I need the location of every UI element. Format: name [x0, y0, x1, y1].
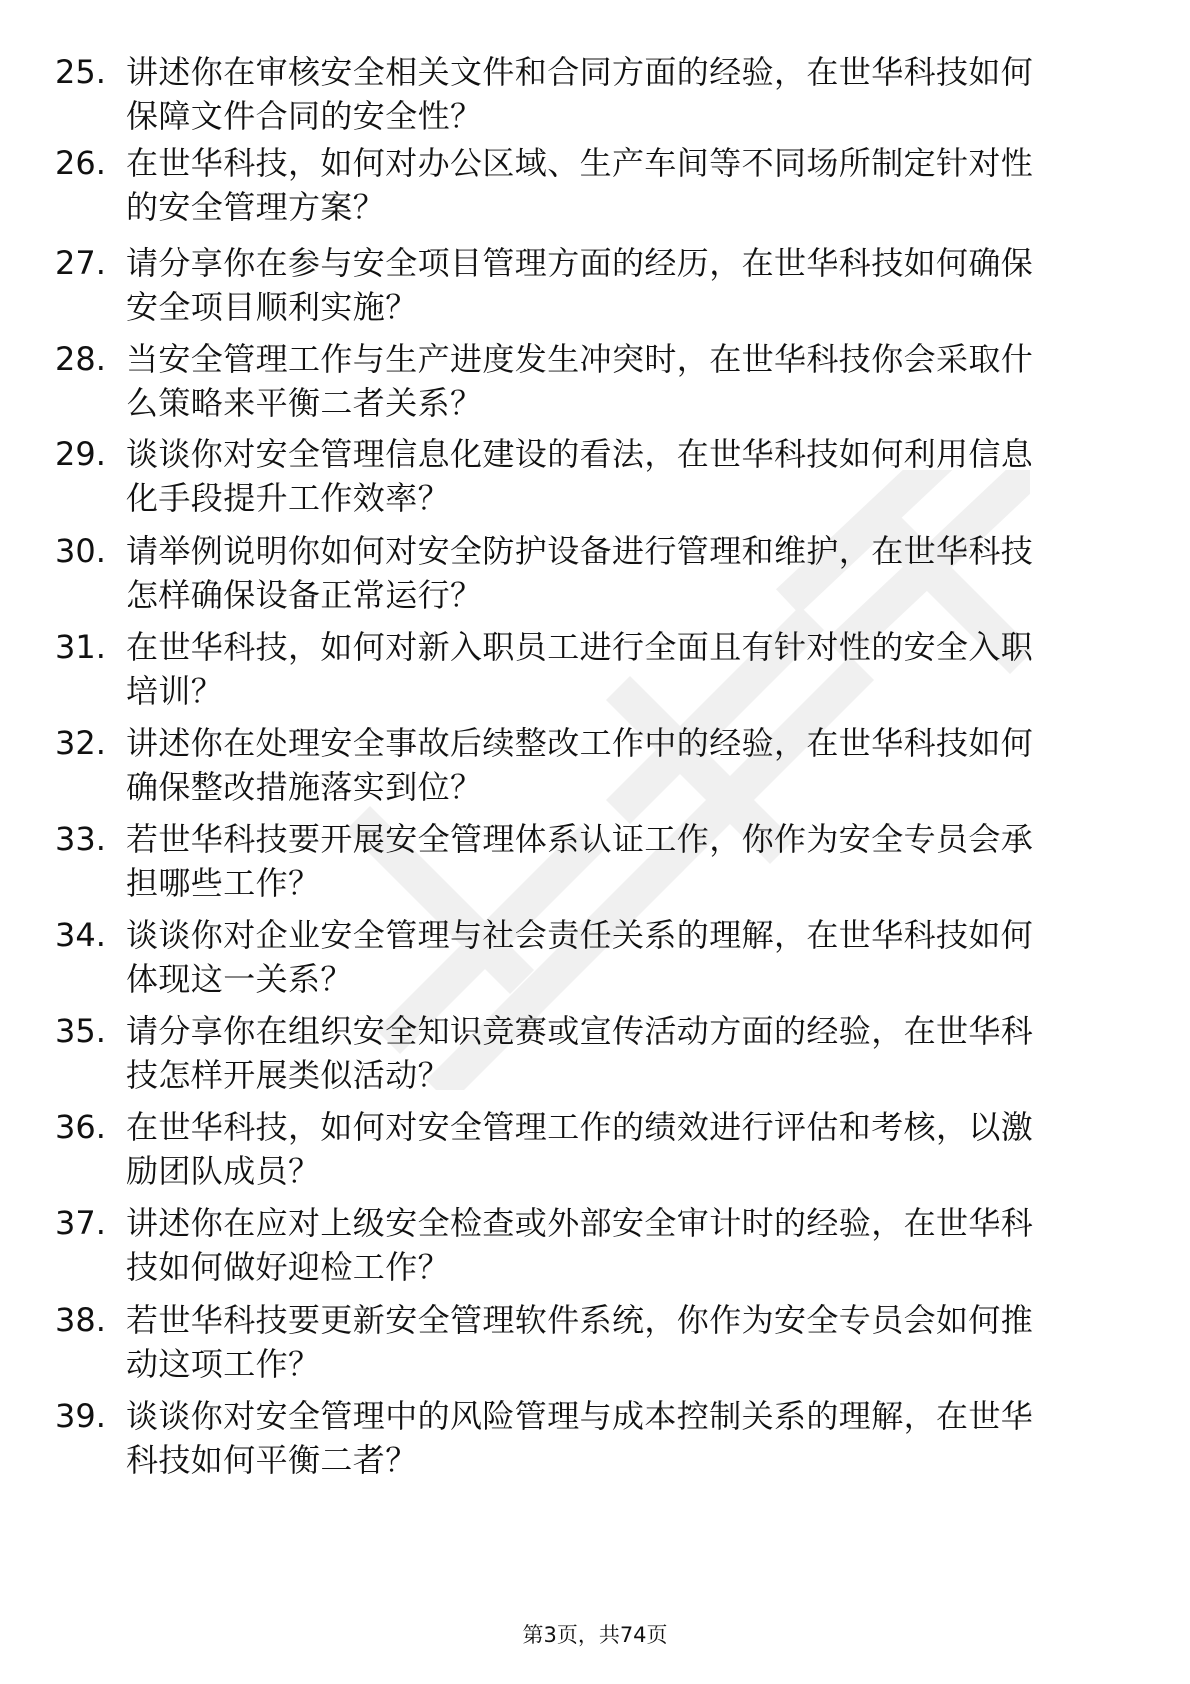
question-line: 请分享你在参与安全项目管理方面的经历，在世华科技如何确保	[126, 244, 1034, 282]
list-item	[55, 432, 1135, 524]
question-number: 33.	[55, 820, 106, 858]
question-line: 技怎样开展类似活动？	[126, 1056, 451, 1094]
question-line: 担哪些工作？	[126, 864, 321, 902]
question-number: 31.	[55, 628, 106, 666]
question-line: 在世华科技，如何对安全管理工作的绩效进行评估和考核，以激	[126, 1108, 1034, 1146]
question-text	[126, 817, 1126, 905]
question-text	[126, 625, 1126, 713]
question-number: 36.	[55, 1108, 106, 1146]
question-line: 的安全管理方案？	[126, 188, 386, 226]
list-item	[55, 1394, 1135, 1486]
question-line: 技如何做好迎检工作？	[126, 1248, 451, 1286]
question-text	[126, 913, 1126, 1001]
question-text	[126, 141, 1126, 229]
question-line: 当安全管理工作与生产进度发生冲突时，在世华科技你会采取什	[126, 340, 1034, 378]
question-line: 讲述你在应对上级安全检查或外部安全审计时的经验，在世华科	[126, 1204, 1034, 1242]
question-text	[126, 1105, 1126, 1193]
question-line: 请举例说明你如何对安全防护设备进行管理和维护，在世华科技	[126, 532, 1034, 570]
question-line: 么策略来平衡二者关系？	[126, 384, 483, 422]
question-number: 37.	[55, 1204, 106, 1242]
question-number: 39.	[55, 1397, 106, 1435]
question-number: 30.	[55, 532, 106, 570]
question-line: 励团队成员？	[126, 1152, 321, 1190]
question-line: 在世华科技，如何对办公区域、生产车间等不同场所制定针对性	[126, 144, 1034, 182]
question-text	[126, 1394, 1126, 1482]
list-item	[55, 241, 1135, 333]
list-item	[55, 1201, 1135, 1293]
question-text	[126, 241, 1126, 329]
question-line: 体现这一关系？	[126, 960, 353, 998]
question-number: 35.	[55, 1012, 106, 1050]
question-line: 动这项工作？	[126, 1345, 321, 1383]
question-text	[126, 721, 1126, 809]
question-text	[126, 529, 1126, 617]
question-number: 34.	[55, 916, 106, 954]
question-line: 若世华科技要更新安全管理软件系统，你作为安全专员会如何推	[126, 1301, 1034, 1339]
question-number: 28.	[55, 340, 106, 378]
question-line: 谈谈你对安全管理中的风险管理与成本控制关系的理解，在世华	[126, 1397, 1034, 1435]
question-line: 确保整改措施落实到位？	[126, 768, 483, 806]
question-text	[126, 50, 1126, 138]
question-number: 27.	[55, 244, 106, 282]
list-item	[55, 1009, 1135, 1101]
question-line: 安全项目顺利实施？	[126, 288, 418, 326]
list-item	[55, 529, 1135, 621]
question-number: 32.	[55, 724, 106, 762]
question-line: 讲述你在处理安全事故后续整改工作中的经验，在世华科技如何	[126, 724, 1034, 762]
question-number: 25.	[55, 53, 106, 91]
question-text	[126, 432, 1126, 520]
question-line: 在世华科技，如何对新入职员工进行全面且有针对性的安全入职	[126, 628, 1034, 666]
list-item	[55, 913, 1135, 1005]
question-line: 怎样确保设备正常运行？	[126, 576, 483, 614]
question-line: 请分享你在组织安全知识竞赛或宣传活动方面的经验，在世华科	[126, 1012, 1034, 1050]
list-item	[55, 337, 1135, 429]
question-text	[126, 337, 1126, 425]
question-line: 科技如何平衡二者？	[126, 1441, 418, 1479]
question-number: 38.	[55, 1301, 106, 1339]
question-number: 26.	[55, 144, 106, 182]
question-number: 29.	[55, 435, 106, 473]
list-item	[55, 721, 1135, 813]
question-text	[126, 1009, 1126, 1097]
question-line: 保障文件合同的安全性？	[126, 97, 483, 135]
list-item	[55, 625, 1135, 717]
page-footer	[0, 1620, 1190, 1650]
question-line: 谈谈你对安全管理信息化建设的看法，在世华科技如何利用信息	[126, 435, 1034, 473]
list-item	[55, 50, 1135, 142]
question-text	[126, 1201, 1126, 1289]
question-line: 谈谈你对企业安全管理与社会责任关系的理解，在世华科技如何	[126, 916, 1034, 954]
question-line: 若世华科技要开展安全管理体系认证工作，你作为安全专员会承	[126, 820, 1034, 858]
list-item	[55, 817, 1135, 909]
question-text	[126, 1298, 1126, 1386]
list-item	[55, 1105, 1135, 1197]
question-line: 讲述你在审核安全相关文件和合同方面的经验，在世华科技如何	[126, 53, 1034, 91]
list-item	[55, 141, 1135, 233]
list-item	[55, 1298, 1135, 1390]
page-number-label: 第3页，共74页	[522, 1623, 668, 1647]
question-line: 培训？	[126, 672, 224, 710]
question-line: 化手段提升工作效率？	[126, 479, 451, 517]
